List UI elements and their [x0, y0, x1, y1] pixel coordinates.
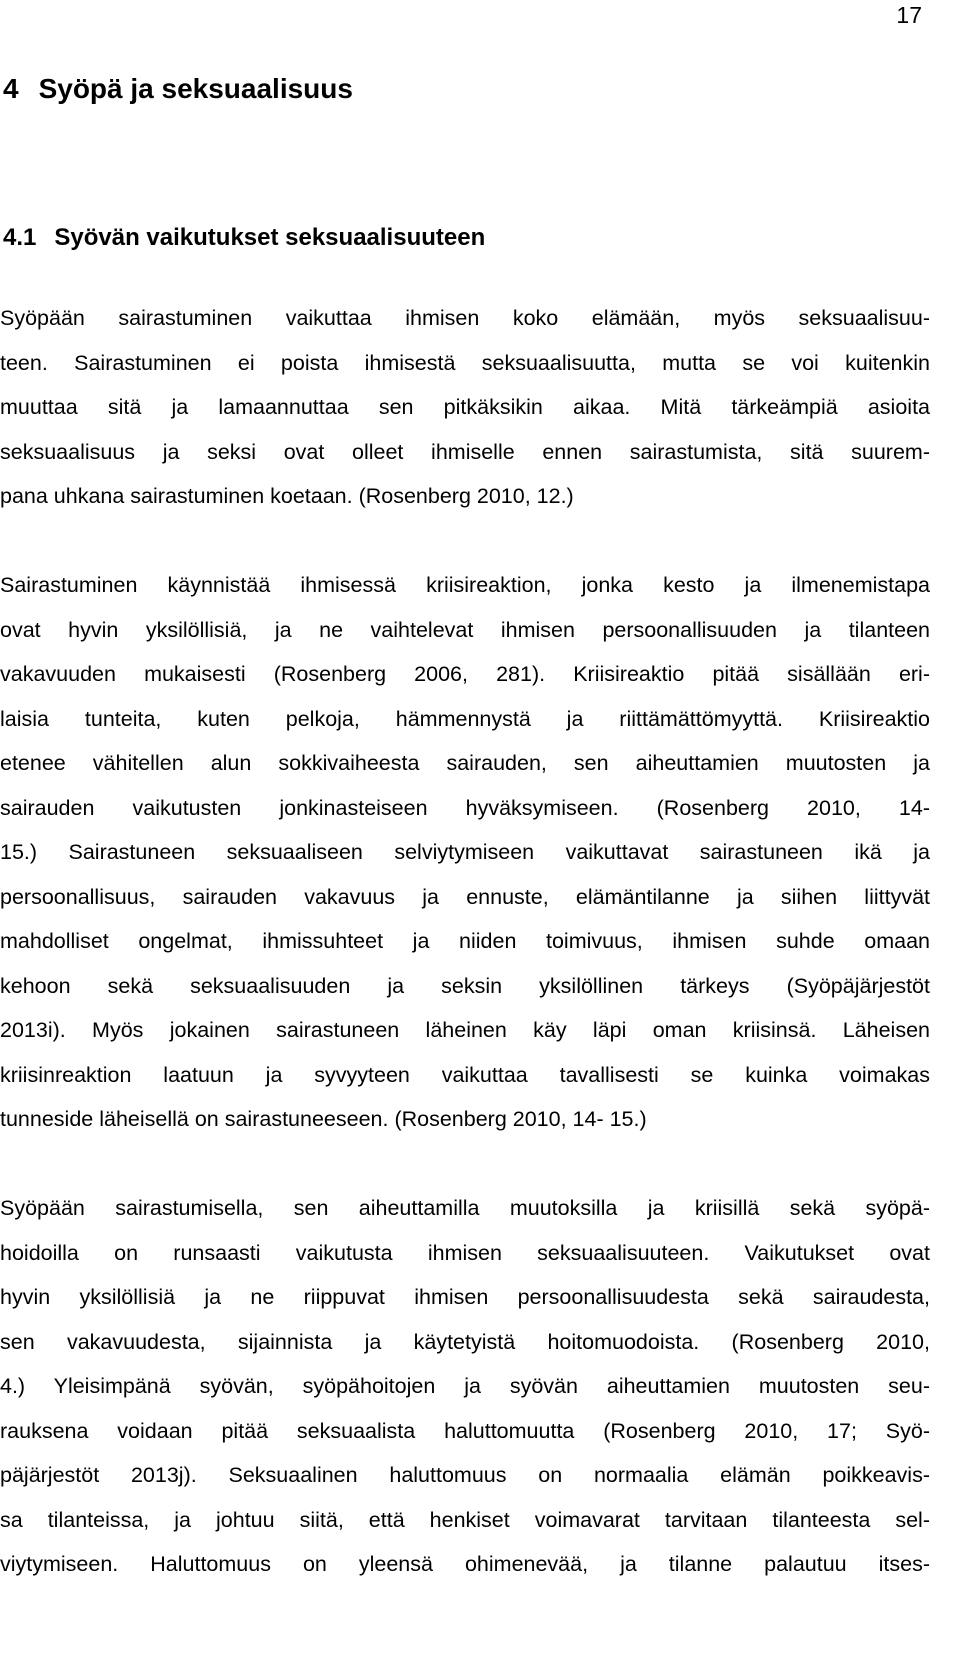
paragraph-line: Sairastuminen käynnistää ihmisessä kriisireaktion, jonka kesto ja ilmenemistapa — [0, 573, 930, 597]
chapter-number: 4 — [3, 73, 19, 104]
page-number: 17 — [896, 2, 922, 28]
paragraph-line: kehoon sekä seksuaalisuuden ja seksin yksilöllinen tärkeys (Syöpäjärjestöt — [0, 973, 930, 998]
paragraph-3 — [0, 1196, 930, 1597]
section-number: 4.1 — [3, 224, 37, 251]
paragraph-line: muuttaa sitä ja lamaannuttaa sen pitkäksikin aikaa. Mitä tärkeämpiä asioita — [0, 395, 930, 419]
paragraph-line: seksuaalisuus ja seksi ovat olleet ihmiselle ennen sairastumista, sitä suurem- — [0, 439, 930, 464]
paragraph-line: etenee vähitellen alun sokkivaiheesta sairauden, sen aiheuttamien muutosten ja — [0, 751, 930, 775]
paragraph-line: hyvin yksilöllisiä ja ne riippuvat ihmisen persoonallisuudesta sekä sairaudesta, — [0, 1285, 930, 1309]
chapter-title: Syöpä ja seksuaalisuus — [38, 73, 353, 104]
paragraph-line: persoonallisuus, sairauden vakavuus ja ennuste, elämäntilanne ja siihen liittyvät — [0, 884, 930, 909]
paragraph-2 — [0, 573, 930, 1152]
chapter-heading — [3, 72, 353, 106]
paragraph-line: laisia tunteita, kuten pelkoja, hämmennystä ja riittämättömyyttä. Kriisireaktio — [0, 706, 930, 731]
paragraph-line: viytymiseen. Haluttomuus on yleensä ohimenevää, ja tilanne palautuu itses- — [0, 1552, 930, 1576]
paragraph-line: ovat hyvin yksilöllisiä, ja ne vaihtelevat ihmisen persoonallisuuden ja tilanteen — [0, 617, 930, 642]
paragraph-line: 4.) Yleisimpänä syövän, syöpähoitojen ja syövän aiheuttamien muutosten seu- — [0, 1374, 930, 1398]
paragraph-line: mahdolliset ongelmat, ihmissuhteet ja niiden toimivuus, ihmisen suhde omaan — [0, 929, 930, 953]
paragraph-line: sa tilanteissa, ja johtuu siitä, että henkiset voimavarat tarvitaan tilanteesta sel- — [0, 1507, 930, 1532]
section-heading — [3, 224, 485, 253]
section-title: Syövän vaikutukset seksuaalisuuteen — [54, 224, 486, 251]
paragraph-line: vakavuuden mukaisesti (Rosenberg 2006, 281). Kriisireaktio pitää sisällään eri- — [0, 662, 930, 686]
paragraph-1 — [0, 306, 930, 529]
paragraph-line: teen. Sairastuminen ei poista ihmisestä seksuaalisuutta, mutta se voi kuitenkin — [0, 350, 930, 375]
paragraph-line: kriisinreaktion laatuun ja syvyyteen vaikuttaa tavallisesti se kuinka voimakas — [0, 1062, 930, 1087]
paragraph-line: tunneside läheisellä on sairastuneeseen. (Rosenberg 2010, 14- 15.) — [0, 1107, 647, 1131]
paragraph-line: Syöpään sairastuminen vaikuttaa ihmisen koko elämään, myös seksuaalisuu- — [0, 306, 930, 330]
paragraph-line: 15.) Sairastuneen seksuaaliseen selviytymiseen vaikuttavat sairastuneen ikä ja — [0, 840, 930, 864]
paragraph-line: Syöpään sairastumisella, sen aiheuttamilla muutoksilla ja kriisillä sekä syöpä- — [0, 1196, 930, 1220]
paragraph-line: 2013i). Myös jokainen sairastuneen läheinen käy läpi oman kriisinsä. Läheisen — [0, 1018, 930, 1042]
paragraph-line: sairauden vaikutusten jonkinasteiseen hyväksymiseen. (Rosenberg 2010, 14- — [0, 795, 930, 820]
paragraph-line: pana uhkana sairastuminen koetaan. (Rosenberg 2010, 12.) — [0, 484, 574, 508]
paragraph-line: sen vakavuudesta, sijainnista ja käytetyistä hoitomuodoista. (Rosenberg 2010, — [0, 1329, 930, 1354]
paragraph-line: rauksena voidaan pitää seksuaalista haluttomuutta (Rosenberg 2010, 17; Syö- — [0, 1418, 930, 1443]
paragraph-line: päjärjestöt 2013j). Seksuaalinen haluttomuus on normaalia elämän poikkeavis- — [0, 1463, 930, 1487]
paragraph-line: hoidoilla on runsaasti vaikutusta ihmisen seksuaalisuuteen. Vaikutukset ovat — [0, 1240, 930, 1265]
